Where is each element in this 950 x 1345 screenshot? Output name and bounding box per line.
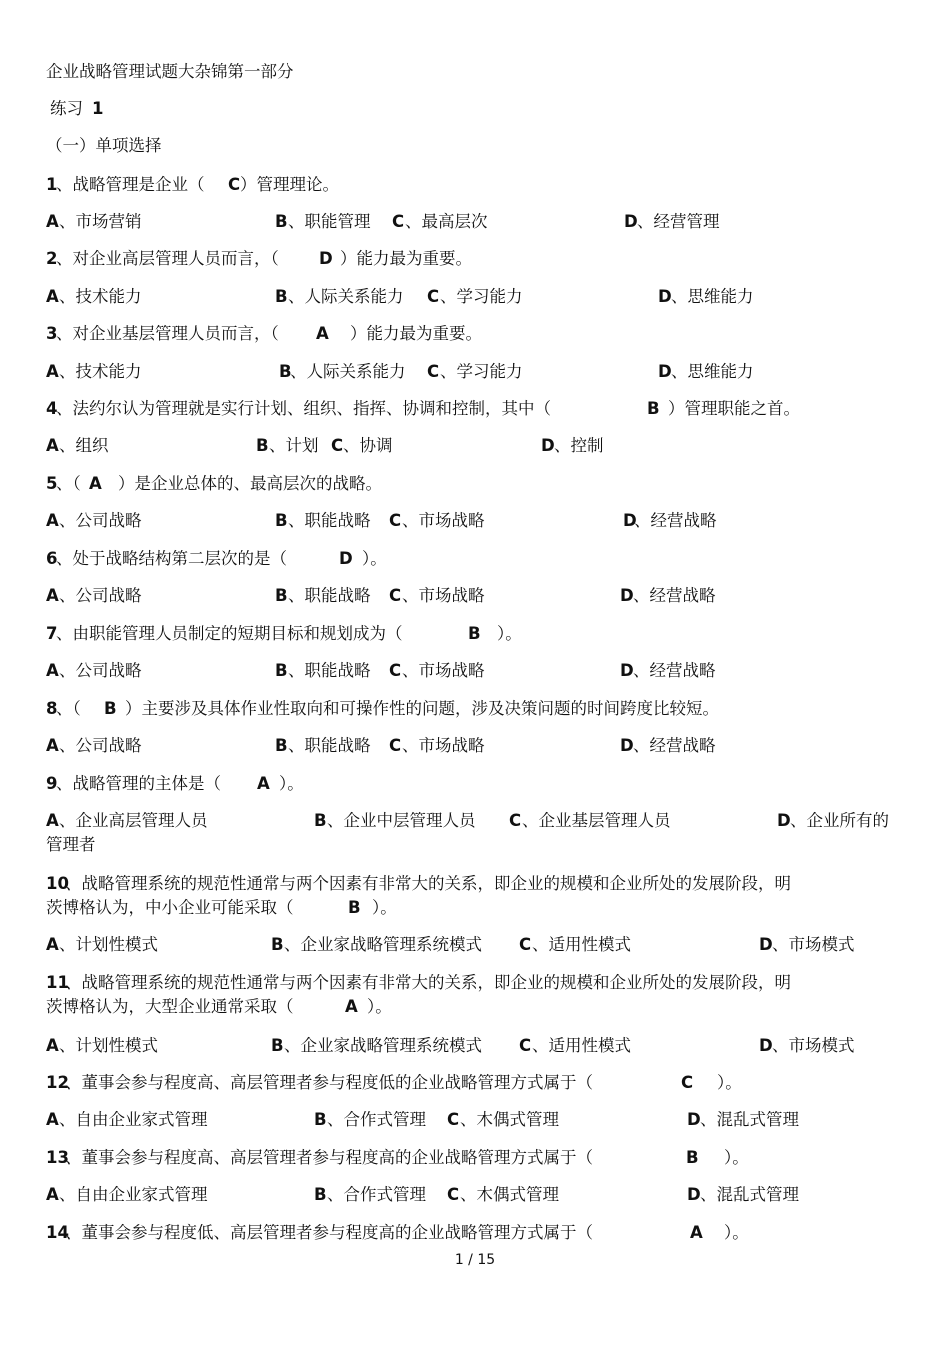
option-letter: A — [46, 1036, 59, 1055]
option-letter: D — [777, 811, 791, 830]
option-wrap-text: 管理者 — [46, 835, 96, 854]
option-text: 、公司战略 — [59, 736, 142, 755]
option-letter: C — [389, 511, 402, 530]
option-letter: A — [46, 287, 59, 306]
option-letter: D — [759, 1036, 773, 1055]
q-stem-end: ）能力最为重要。 — [340, 249, 472, 268]
option-letter: D — [624, 212, 638, 231]
exercise-number: 1 — [92, 99, 104, 118]
option-letter: C — [392, 212, 405, 231]
option-letter: C — [519, 935, 532, 954]
q-stem: 、战略管理的主体是（ — [56, 774, 221, 793]
q-answer: B — [104, 699, 117, 718]
section-heading: （一）单项选择 — [46, 136, 162, 155]
q-number: 11 — [46, 973, 69, 992]
option-text: 、企业高层管理人员 — [59, 811, 208, 830]
option-text: 、职能战略 — [288, 511, 371, 530]
q-number: 8 — [46, 699, 58, 718]
option-text: 、职能战略 — [288, 586, 371, 605]
q-stem: 、董事会参与程度高、高层管理者参与程度低的企业战略管理方式属于（ — [65, 1073, 593, 1092]
options-13 — [0, 1187, 950, 1217]
question-7 — [0, 626, 950, 656]
option-letter: D — [658, 362, 672, 381]
option-text: 、人际关系能力 — [288, 287, 404, 306]
q-answer: C — [681, 1073, 694, 1092]
option-text: 、公司战略 — [59, 661, 142, 680]
option-text: 、思维能力 — [671, 362, 754, 381]
option-letter: D — [687, 1110, 701, 1129]
option-letter: B — [271, 1036, 284, 1055]
q-stem: 、（ — [56, 474, 81, 493]
question-10-cont — [0, 900, 950, 930]
question-12 — [0, 1075, 950, 1105]
option-text: 、企业所有的 — [790, 811, 889, 830]
option-letter: C — [427, 362, 440, 381]
q-stem-end: ）能力最为重要。 — [350, 324, 482, 343]
option-text: 、自由企业家式管理 — [59, 1185, 208, 1204]
option-letter: A — [46, 661, 59, 680]
q-answer: A — [316, 324, 329, 343]
option-text: 、经营战略 — [633, 736, 716, 755]
q-stem-end: ）。 — [724, 1223, 749, 1242]
option-text: 、技术能力 — [59, 362, 142, 381]
q-stem: 、董事会参与程度低、高层管理者参与程度高的企业战略管理方式属于（ — [65, 1223, 593, 1242]
option-text: 、经营战略 — [634, 511, 717, 530]
option-letter: D — [620, 661, 634, 680]
option-text: 、企业家战略管理系统模式 — [284, 935, 482, 954]
q-answer: D — [339, 549, 353, 568]
option-letter: B — [314, 1110, 327, 1129]
question-1 — [0, 177, 950, 207]
option-letter: D — [623, 511, 637, 530]
exercise-prefix: 练习 — [50, 99, 83, 118]
q-answer: B — [468, 624, 481, 643]
option-letter: A — [46, 436, 59, 455]
options-5 — [0, 513, 950, 543]
doc-title: 企业战略管理试题大杂锦第一部分 — [46, 62, 294, 81]
option-letter: C — [427, 287, 440, 306]
option-text: 、技术能力 — [59, 287, 142, 306]
option-text: 、企业基层管理人员 — [522, 811, 671, 830]
q-number: 9 — [46, 774, 58, 793]
q-stem: 、对企业基层管理人员而言，（ — [56, 324, 279, 343]
option-text: 、人际关系能力 — [290, 362, 406, 381]
option-text: 、市场战略 — [402, 586, 485, 605]
option-text: 、混乱式管理 — [700, 1110, 799, 1129]
q-stem: 、董事会参与程度高、高层管理者参与程度高的企业战略管理方式属于（ — [65, 1148, 593, 1167]
option-text: 、协调 — [343, 436, 393, 455]
q-stem: 、由职能管理人员制定的短期目标和规划成为（ — [56, 624, 403, 643]
option-letter: C — [331, 436, 344, 455]
q-answer: A — [690, 1223, 703, 1242]
option-letter: B — [314, 811, 327, 830]
option-letter: D — [541, 436, 555, 455]
option-letter: A — [46, 935, 59, 954]
option-letter: B — [275, 736, 288, 755]
exercise-heading — [0, 101, 950, 131]
q-stem: 、战略管理是企业（ — [56, 175, 205, 194]
option-text: 、职能战略 — [288, 736, 371, 755]
option-letter: C — [389, 586, 402, 605]
option-text: 、市场战略 — [402, 736, 485, 755]
q-answer: C — [228, 175, 241, 194]
question-5 — [0, 476, 950, 506]
option-text: 、组织 — [59, 436, 109, 455]
option-text: 、市场营销 — [59, 212, 142, 231]
q-stem: 茨博格认为，中小企业可能采取（ — [46, 898, 294, 917]
option-text: 、经营战略 — [633, 586, 716, 605]
option-text: 、经营战略 — [633, 661, 716, 680]
option-text: 、学习能力 — [440, 287, 523, 306]
q-number: 3 — [46, 324, 58, 343]
option-letter: C — [389, 736, 402, 755]
q-number: 2 — [46, 249, 58, 268]
q-stem-end: ）。 — [367, 997, 392, 1016]
q-number: 7 — [46, 624, 58, 643]
option-letter: C — [447, 1185, 460, 1204]
option-text: 、控制 — [554, 436, 604, 455]
q-stem-end: ）。 — [497, 624, 522, 643]
q-answer: A — [89, 474, 102, 493]
options-8 — [0, 738, 950, 768]
question-14 — [0, 1225, 950, 1255]
option-letter: C — [519, 1036, 532, 1055]
option-letter: D — [620, 736, 634, 755]
question-11-cont — [0, 999, 950, 1029]
options-1 — [0, 214, 950, 244]
q-stem-end: ）管理理论。 — [240, 175, 339, 194]
option-text: 、市场模式 — [772, 1036, 855, 1055]
question-8 — [0, 701, 950, 731]
option-letter: A — [46, 212, 59, 231]
option-text: 、合作式管理 — [327, 1110, 426, 1129]
option-text: 、公司战略 — [59, 586, 142, 605]
q-stem-end: ）。 — [279, 774, 304, 793]
option-text: 、混乱式管理 — [700, 1185, 799, 1204]
option-letter: B — [279, 362, 292, 381]
q-number: 10 — [46, 874, 69, 893]
options-11 — [0, 1038, 950, 1068]
option-letter: D — [658, 287, 672, 306]
option-letter: B — [275, 661, 288, 680]
option-letter: D — [759, 935, 773, 954]
option-letter: A — [46, 362, 59, 381]
option-text: 、适用性模式 — [532, 935, 631, 954]
option-text: 、适用性模式 — [532, 1036, 631, 1055]
q-number: 13 — [46, 1148, 69, 1167]
question-2 — [0, 251, 950, 281]
option-text: 、市场模式 — [772, 935, 855, 954]
q-answer: B — [348, 898, 361, 917]
q-number: 4 — [46, 399, 58, 418]
q-answer: A — [345, 997, 358, 1016]
option-text: 、计划 — [269, 436, 319, 455]
page-number: 1 / 15 — [454, 1252, 496, 1268]
option-letter: D — [620, 586, 634, 605]
option-letter: A — [46, 811, 59, 830]
option-letter: D — [687, 1185, 701, 1204]
q-answer: B — [647, 399, 660, 418]
option-letter: B — [275, 511, 288, 530]
option-text: 、企业家战略管理系统模式 — [284, 1036, 482, 1055]
option-letter: A — [46, 1110, 59, 1129]
q-stem-end: ）。 — [717, 1073, 742, 1092]
q-number: 5 — [46, 474, 58, 493]
q-stem-end: ）主要涉及具体作业性取向和可操作性的问题，涉及决策问题的时间跨度比较短。 — [125, 699, 719, 718]
option-letter: B — [275, 586, 288, 605]
option-letter: B — [314, 1185, 327, 1204]
options-4 — [0, 438, 950, 468]
option-letter: A — [46, 511, 59, 530]
option-text: 、木偶式管理 — [460, 1185, 559, 1204]
options-9 — [0, 813, 950, 843]
q-stem-end: ）。 — [362, 549, 387, 568]
q-answer: D — [319, 249, 333, 268]
option-letter: A — [46, 736, 59, 755]
option-letter: B — [275, 287, 288, 306]
q-stem: 、对企业高层管理人员而言，（ — [56, 249, 279, 268]
option-text: 、木偶式管理 — [460, 1110, 559, 1129]
option-letter: C — [447, 1110, 460, 1129]
q-stem-end: ）。 — [724, 1148, 749, 1167]
option-letter: A — [46, 586, 59, 605]
q-number: 6 — [46, 549, 58, 568]
option-text: 、思维能力 — [671, 287, 754, 306]
question-9 — [0, 776, 950, 806]
option-letter: A — [46, 1185, 59, 1204]
question-13 — [0, 1150, 950, 1180]
option-text: 、经营管理 — [637, 212, 720, 231]
q-number: 1 — [46, 175, 58, 194]
option-letter: B — [275, 212, 288, 231]
question-4 — [0, 401, 950, 431]
q-number: 14 — [46, 1223, 69, 1242]
option-letter: B — [256, 436, 269, 455]
options-7 — [0, 663, 950, 693]
question-3 — [0, 326, 950, 356]
option-text: 、公司战略 — [59, 511, 142, 530]
q-stem: 、战略管理系统的规范性通常与两个因素有非常大的关系，即企业的规模和企业所处的发展阶段，明 — [65, 973, 791, 992]
option-letter: C — [389, 661, 402, 680]
q-stem-end: ）。 — [372, 898, 397, 917]
q-stem-end: ）管理职能之首。 — [668, 399, 800, 418]
q-stem: 茨博格认为，大型企业通常采取（ — [46, 997, 294, 1016]
option-text: 、市场战略 — [402, 511, 485, 530]
option-text: 、企业中层管理人员 — [327, 811, 476, 830]
option-letter: B — [271, 935, 284, 954]
q-number: 12 — [46, 1073, 69, 1092]
option-text: 、计划性模式 — [59, 935, 158, 954]
option-text: 、最高层次 — [405, 212, 488, 231]
option-text: 、市场战略 — [402, 661, 485, 680]
q-stem: 、（ — [56, 699, 81, 718]
q-stem-end: ）是企业总体的、最高层次的战略。 — [118, 474, 382, 493]
q-answer: A — [257, 774, 270, 793]
q-stem: 、法约尔认为管理就是实行计划、组织、指挥、协调和控制，其中（ — [56, 399, 551, 418]
option-text: 、职能管理 — [288, 212, 371, 231]
options-3 — [0, 364, 950, 394]
option-text: 、职能战略 — [288, 661, 371, 680]
options-2 — [0, 289, 950, 319]
q-stem: 、战略管理系统的规范性通常与两个因素有非常大的关系，即企业的规模和企业所处的发展阶段，明 — [65, 874, 791, 893]
options-12 — [0, 1112, 950, 1142]
option-text: 、学习能力 — [440, 362, 523, 381]
options-6 — [0, 588, 950, 618]
option-text: 、计划性模式 — [59, 1036, 158, 1055]
q-answer: B — [686, 1148, 699, 1167]
question-6 — [0, 551, 950, 581]
option-text: 、合作式管理 — [327, 1185, 426, 1204]
options-10 — [0, 937, 950, 967]
option-text: 、自由企业家式管理 — [59, 1110, 208, 1129]
q-stem: 、处于战略结构第二层次的是（ — [56, 549, 287, 568]
option-letter: C — [509, 811, 522, 830]
